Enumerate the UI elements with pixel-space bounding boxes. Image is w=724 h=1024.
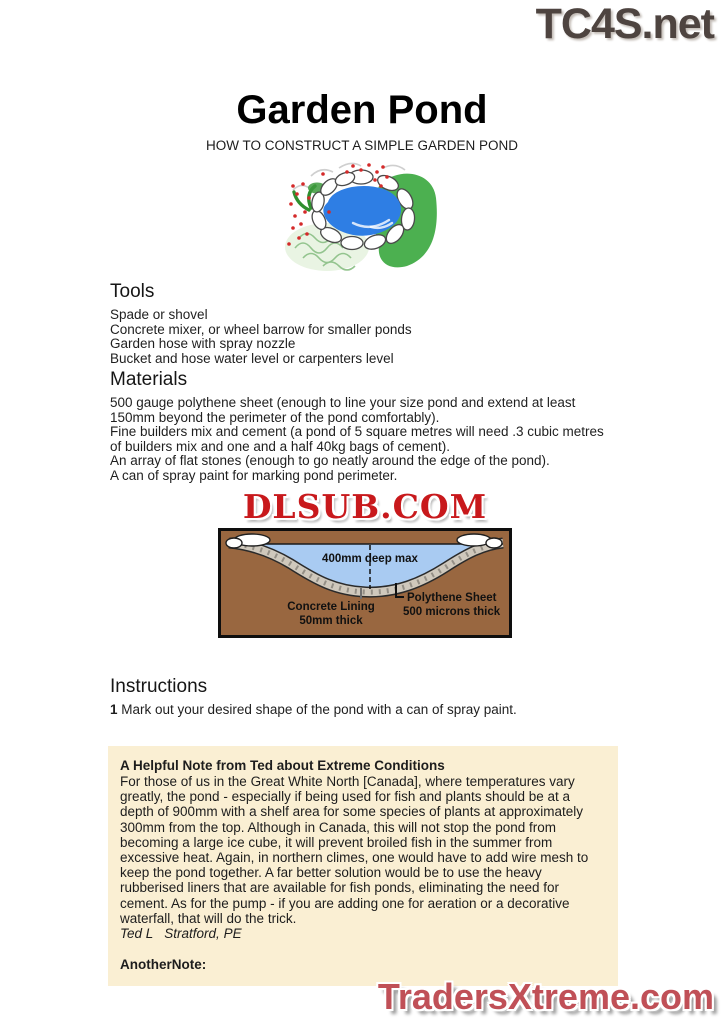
diagram-concrete-label: Concrete Lining — [287, 601, 375, 613]
tools-heading: Tools — [110, 281, 155, 302]
step-text: Mark out your desired shape of the pond with a can of spray paint. — [121, 702, 517, 717]
tc4s-site-logo[interactable]: TC4S.net — [535, 0, 714, 48]
page-subtitle: HOW TO CONSTRUCT A SIMPLE GARDEN POND — [205, 138, 519, 153]
note-signature: Ted L Stratford, PE — [120, 926, 242, 942]
tools-item: Spade or shovel — [110, 307, 208, 322]
dlsub-banner-logo[interactable]: DLSUB.COM — [218, 486, 512, 528]
instructions-heading: Instructions — [110, 676, 208, 697]
diagram-depth-label: 400mm deep max — [322, 553, 418, 565]
step-number: 1 — [110, 702, 118, 717]
tradersxtreme-site-logo[interactable]: TradersXtreme.com — [377, 976, 714, 1017]
pond-cross-section-diagram — [221, 531, 509, 635]
diagram-concrete-label-2: 50mm thick — [299, 615, 363, 627]
tools-item: Bucket and hose water level or carpenters level — [110, 350, 394, 366]
instruction-step — [110, 703, 618, 718]
tools-item: Garden hose with spray nozzle — [110, 336, 296, 351]
garden-pond-illustration — [283, 160, 441, 272]
helpful-note-box — [108, 746, 618, 986]
diagram-polythene-label: Polythene Sheet — [407, 592, 497, 604]
tools-item: Concrete mixer, or wheel barrow for smaller ponds — [110, 321, 412, 337]
diagram-frame — [218, 528, 512, 638]
another-note-heading: AnotherNote: — [120, 957, 207, 973]
materials-item: Fine builders mix and cement (a pond of 5 square metres will need .3 cubic metres of builders mix and one and a half 40kg bags of cement). — [110, 424, 604, 454]
diagram-polythene-label-2: 500 microns thick — [403, 606, 501, 618]
materials-item: A can of spray paint for marking pond perimeter. — [110, 467, 398, 483]
pond-cross-section-figure — [218, 486, 512, 638]
materials-heading: Materials — [110, 369, 188, 390]
materials-section — [110, 369, 618, 483]
materials-item: 500 gauge polythene sheet (enough to line your size pond and extend at least 150mm beyond the perimeter of the pond comfortably). — [110, 395, 576, 425]
tools-section — [110, 281, 618, 366]
note-heading: A Helpful Note from Ted about Extreme Conditions — [120, 758, 445, 773]
instructions-section — [110, 676, 618, 718]
note-body: For those of us in the Great White North [Canada], where temperatures vary greatly, the pond - especially if being used for fish and plants should be at a depth of 900mm with a shelf area for some species of plants at approximately 300mm from the top. Although in Canada, this will not stop the pond from becoming a large ice cube, it will prevent broiled fish in the summer from excessive heat. Again, in northern climes, one would have to add wire mesh to keep the pond together. A far better solution would be to use the heavy rubberised liners that are available for fish ponds, eliminating the need for cement. As for the pump - if you are adding one for aeration or a decorative waterfall, that will do the trick. — [120, 774, 589, 926]
materials-item: An array of flat stones (enough to go neatly around the edge of the pond). — [110, 453, 550, 468]
page-title: Garden Pond — [236, 88, 488, 132]
